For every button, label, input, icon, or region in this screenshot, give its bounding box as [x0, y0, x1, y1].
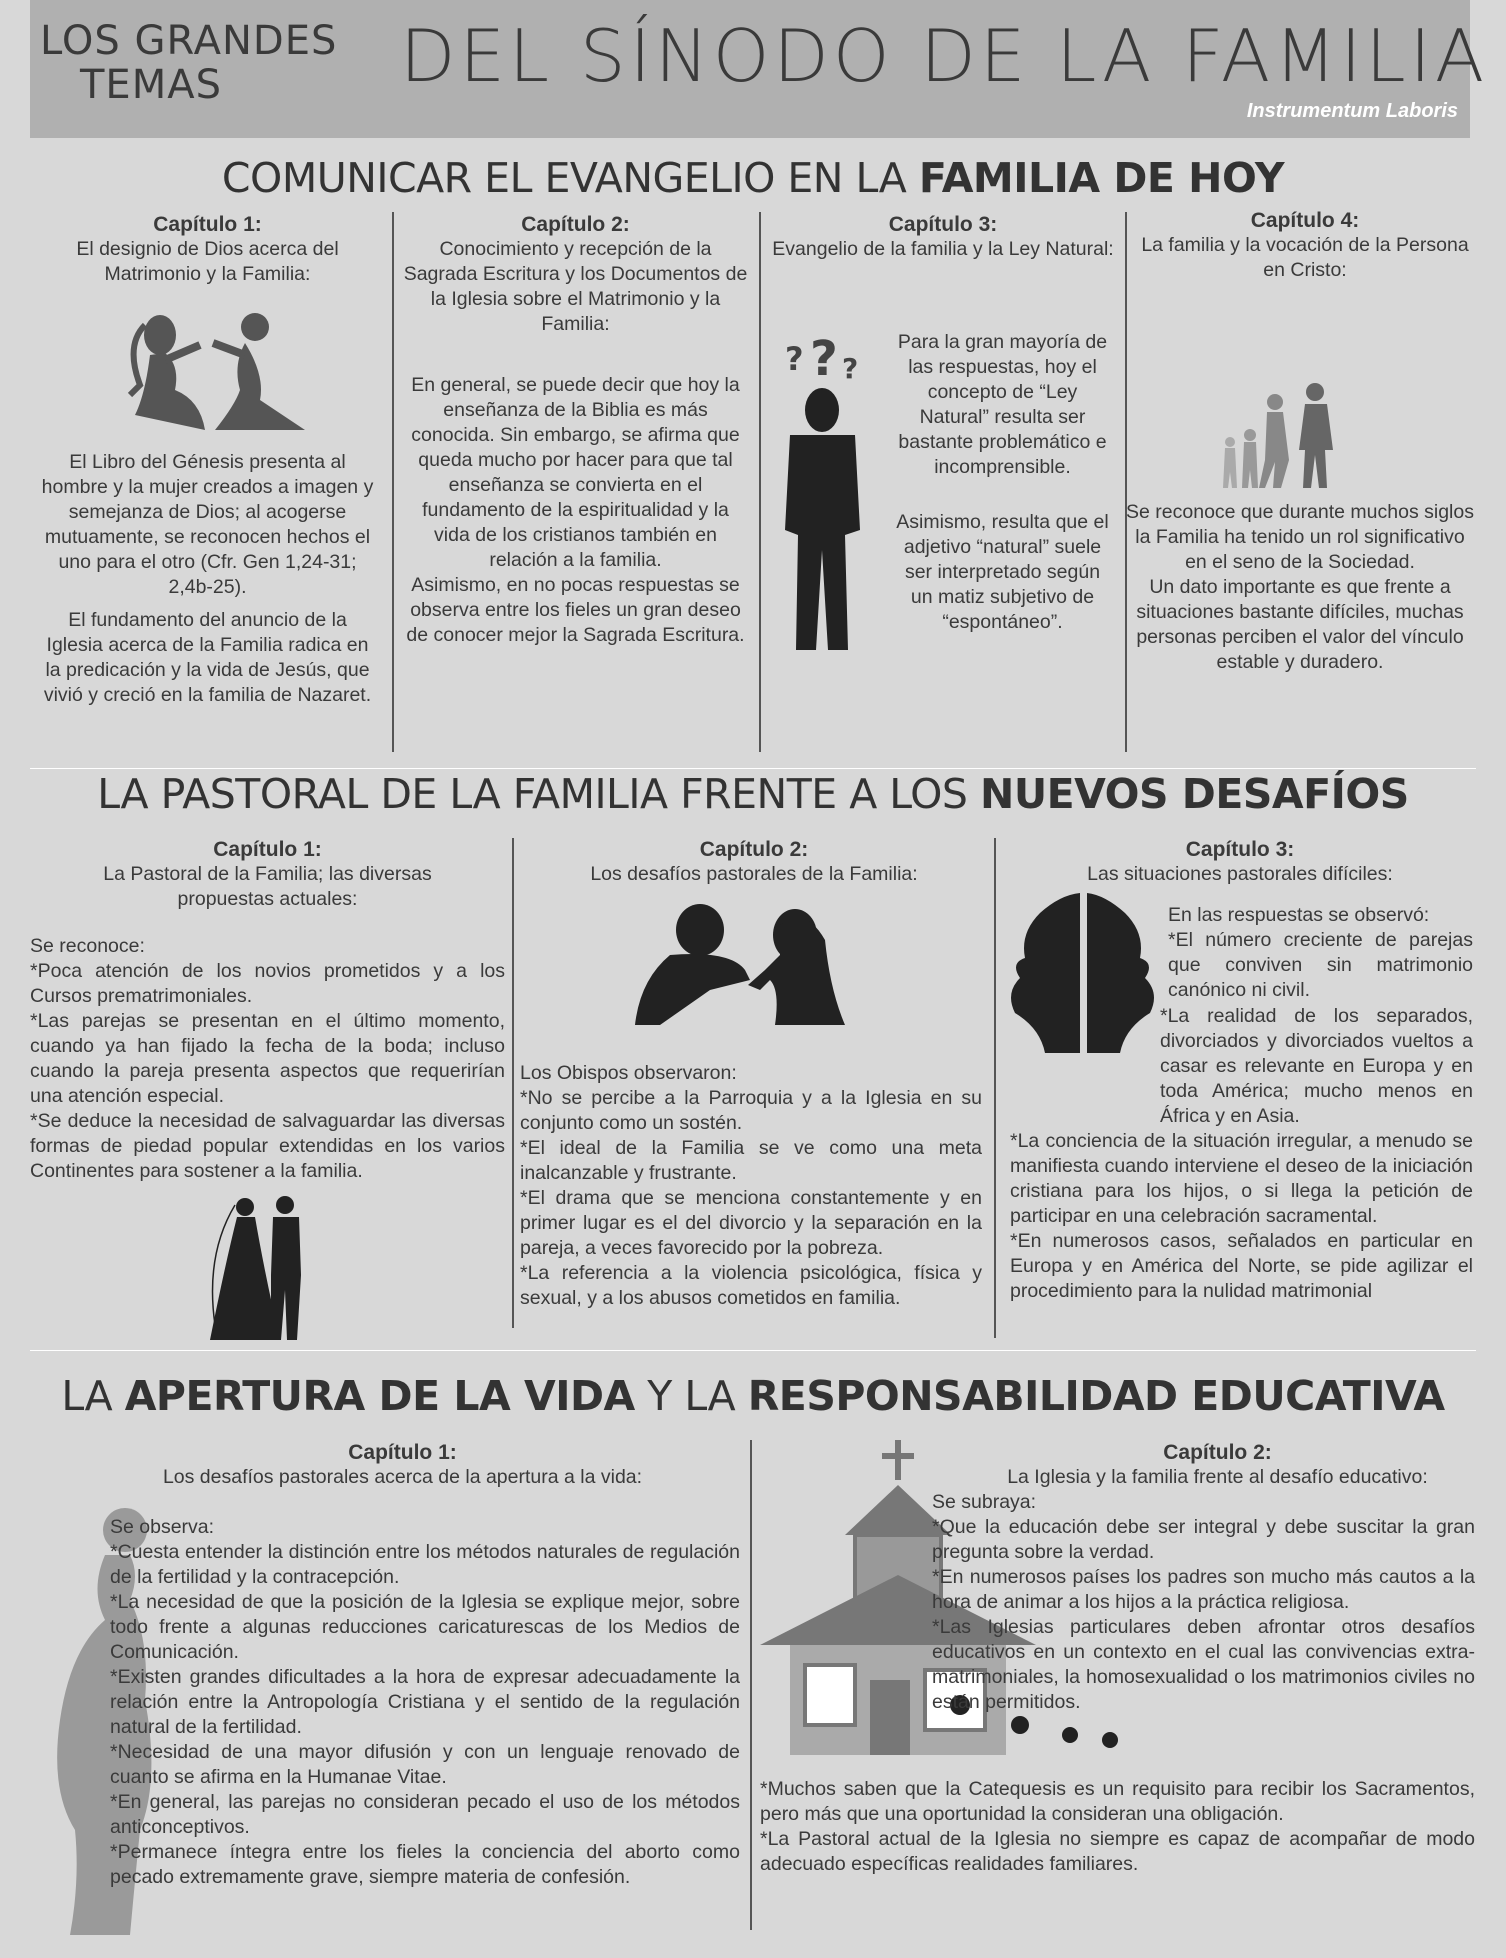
- section2-title: [0, 770, 1506, 818]
- chapter-heading: El designio de Dios acerca del Matrimonio y la Familia:: [76, 238, 339, 285]
- paragraph: *Existen grandes dificultades a la hora de expresar adecuadamente la relación entre la Antropología Cristiana y el sentido de la regulación natural de la fertilidad.: [110, 1666, 740, 1738]
- s1-col2-body: [403, 373, 748, 648]
- s2-col3-body: [1010, 1004, 1473, 1304]
- paragraph: Se observa:: [110, 1516, 215, 1538]
- paragraph: Los Obispos observaron:: [520, 1062, 737, 1084]
- chapter-label: Capítulo 1:: [213, 838, 322, 861]
- chapter-heading: Conocimiento y recepción de la Sagrada Escritura y los Documentos de la Iglesia sobre el Matrimonio y la Familia:: [403, 238, 748, 335]
- s1-col4: [1135, 208, 1475, 283]
- header-title: DEL SÍNODO DE LA FAMILIA: [400, 14, 1489, 98]
- header-temas: TEMAS: [80, 62, 222, 108]
- s3-col1: [60, 1440, 745, 1490]
- s2-col3: [1005, 837, 1475, 887]
- header-banner: [30, 0, 1489, 138]
- chapter-heading: Los desafíos pastorales de la Familia:: [590, 863, 918, 885]
- header-subtitle: Instrumentum Laboris: [1246, 100, 1458, 122]
- family-walking-illustration: [1215, 380, 1355, 490]
- chapter-label: Capítulo 2:: [699, 838, 809, 861]
- paragraph: *Muchos saben que la Catequesis es un requisito para recibir los Sacramentos, pero más que una oportunidad la consideran una obligación.: [760, 1778, 1475, 1825]
- confused-man-illustration: [760, 330, 890, 660]
- paragraph: Asimismo, resulta que el adjetivo “natural” suele ser interpretado según un matiz subjetivo de “espontáneo”.: [896, 511, 1109, 633]
- paragraph: *En general, las parejas no consideran pecado el uso de los métodos anticonceptivos.: [110, 1791, 740, 1838]
- s1-col1: [40, 212, 375, 287]
- chapter-heading: Evangelio de la familia y la Ley Natural:: [772, 238, 1114, 260]
- s1-col2: [403, 212, 748, 337]
- paragraph: *El ideal de la Familia se ve como una meta inalcanzable y frustrante.: [520, 1137, 982, 1184]
- paragraph: *No se percibe a la Parroquia y a la Iglesia en su conjunto como un sostén.: [520, 1087, 982, 1134]
- paragraph: *Se deduce la necesidad de salvaguardar las diversas formas de piedad popular extendidas en los varios Continentes para sostener a la familia.: [30, 1110, 505, 1182]
- paragraph: *Permanece íntegra entre los fieles la conciencia del aborto como pecado extremamente grave, siempre materia de confesión.: [110, 1841, 740, 1888]
- section1-title-normal: COMUNICAR EL EVANGELIO EN LA: [221, 154, 919, 202]
- bride-groom-illustration: [205, 1195, 335, 1345]
- paragraph: Se subraya:: [932, 1491, 1037, 1513]
- divider: [392, 212, 394, 752]
- paragraph: *Las Iglesias particulares deben afrontar otros desafíos educativos en un contexto en el cual las convivencias extra-matrimoniales, la homosexualidad o los matrimonios civiles no están permitidos.: [932, 1616, 1475, 1713]
- chapter-heading: La Iglesia y la familia frente al desafío educativo:: [1007, 1466, 1428, 1488]
- section1-title: [0, 154, 1506, 202]
- paragraph: El fundamento del anuncio de la Iglesia acerca de la Familia radica en la predicación y la vida de Jesús, que vivió y creció en la familia de Nazaret.: [43, 609, 372, 706]
- paragraph: *La realidad de los separados, divorciados y divorciados vueltos a casar es relevante en Europa y en toda América; mucho menos en África y en Asia.: [1160, 1005, 1473, 1127]
- question-mark-icon: ?: [785, 340, 804, 378]
- paragraph: *La necesidad de que la posición de la Iglesia se explique mejor, sobre todo frente a algunas reducciones caricaturescas de los Medios de Comunicación.: [110, 1591, 740, 1663]
- chapter-heading: Las situaciones pastorales difíciles:: [1087, 863, 1393, 885]
- question-marks-icon: ?: [810, 331, 838, 387]
- paragraph: *Las parejas se presentan en el último momento, cuando ya han fijado la fecha de la boda; incluso cuando la pareja presenta aspectos que requerirían una atención especial.: [30, 1010, 505, 1107]
- paragraph: *Necesidad de una mayor difusión y con un lenguaje renovado de cuanto se afirma en la Humanae Vitae.: [110, 1741, 740, 1788]
- paragraph: En general, se puede decir que hoy la enseñanza de la Biblia es más conocida. Sin embargo, se afirma que queda mucho por hacer para que tal enseñanza se convierta en el fundamento de la espiritualidad y la vida de los cristianos también en relación a la familia.: [411, 374, 740, 571]
- s2-col1-body: [30, 934, 505, 1184]
- paragraph: *La Pastoral actual de la Iglesia no siempre es capaz de acompañar de modo adecuado específicas realidades familiares.: [760, 1828, 1475, 1875]
- section3-title-bold: APERTURA DE LA VIDA: [124, 1372, 635, 1420]
- s1-col3-body: [895, 330, 1110, 480]
- s1-col1-body: [40, 450, 375, 708]
- paragraph: *La referencia a la violencia psicológica, física y sexual, y a los abusos cometidos en familia.: [520, 1262, 982, 1309]
- chapter-label: Capítulo 3:: [1185, 838, 1295, 861]
- chapter-heading: La familia y la vocación de la Persona en Cristo:: [1141, 234, 1469, 281]
- paragraph: *La conciencia de la situación irregular, a menudo se manifiesta cuando interviene el deseo de la iniciación cristiana para los hijos, o si llega la petición de participar en una celebración sacramental.: [1010, 1130, 1473, 1227]
- chapter-label: Capítulo 1:: [153, 213, 262, 236]
- chapter-label: Capítulo 2:: [1163, 1441, 1272, 1464]
- section3-title-part: Y LA: [634, 1372, 748, 1420]
- paragraph: Se reconoce:: [30, 935, 145, 957]
- paragraph: *En numerosos países los padres son mucho más cautos a la hora de animar a los hijos a la práctica religiosa.: [932, 1566, 1475, 1613]
- s2-col3-body-top: [1168, 903, 1473, 1003]
- s2-col2-body: [520, 1061, 982, 1311]
- question-mark-icon: ?: [842, 352, 859, 385]
- s1-col3-body2: [895, 510, 1110, 635]
- s1-col3: [768, 212, 1118, 262]
- chapter-heading: La Pastoral de la Familia; las diversas propuestas actuales:: [103, 863, 432, 910]
- s2-col1: [30, 837, 505, 912]
- section3-title: [0, 1372, 1506, 1420]
- s3-col1-body: [110, 1515, 740, 1890]
- couple-kneeling-illustration: [105, 305, 315, 445]
- chapter-heading: Los desafíos pastorales acerca de la apertura a la vida:: [162, 1466, 643, 1488]
- section-separator: [30, 1350, 1476, 1351]
- paragraph: Asimismo, en no pocas respuestas se observa entre los fieles un gran deseo de conocer mejor la Sagrada Escritura.: [406, 574, 745, 646]
- paragraph: Para la gran mayoría de las respuestas, hoy el concepto de “Ley Natural” resulta ser bastante problemático e incomprensible.: [897, 331, 1108, 478]
- s2-col2: [520, 837, 988, 887]
- paragraph: Un dato importante es que frente a situaciones bastante difíciles, muchas personas perciben el valor del vínculo estable y duradero.: [1136, 576, 1464, 673]
- arguing-couple-illustration: [630, 900, 860, 1030]
- s1-col4-body: [1125, 500, 1475, 675]
- section-separator: [30, 768, 1476, 769]
- chapter-label: Capítulo 1:: [348, 1441, 457, 1464]
- paragraph: *El drama que se menciona constantemente y en primer lugar es el del divorcio y la separación en la pareja, a veces favorecido por la pobreza.: [520, 1187, 982, 1259]
- paragraph: *En numerosos casos, señalados en particular en Europa y en América del Norte, se pide agilizar el procedimiento para la nulidad matrimonial: [1010, 1230, 1473, 1302]
- paragraph: *Poca atención de los novios prometidos y a los Cursos prematrimoniales.: [30, 960, 505, 1007]
- divider: [750, 1440, 752, 1930]
- chapter-label: Capítulo 2:: [521, 213, 630, 236]
- section2-title-bold: NUEVOS DESAFÍOS: [980, 770, 1409, 818]
- s3-col2-body-top: [932, 1490, 1475, 1715]
- paragraph: Se reconoce que durante muchos siglos la Familia ha tenido un rol significativo en el seno de la Sociedad.: [1126, 501, 1474, 573]
- header-los-grandes: LOS GRANDES: [40, 18, 338, 64]
- paragraph: *Que la educación debe ser integral y debe suscitar la gran pregunta sobre la verdad.: [932, 1516, 1475, 1563]
- s3-col2: [960, 1440, 1475, 1490]
- section2-title-normal: LA PASTORAL DE LA FAMILIA FRENTE A LOS: [97, 770, 980, 818]
- paragraph: El Libro del Génesis presenta al hombre y la mujer creados a imagen y semejanza de Dios; al acogerse mutuamente, se reconocen hechos el uno para el otro (Cfr. Gen 1,24-31; 2,4b-25).: [41, 451, 374, 598]
- paragraph: *El número creciente de parejas que conviven sin matrimonio canónico ni civil.: [1168, 929, 1473, 1001]
- paragraph: *Cuesta entender la distinción entre los métodos naturales de regulación de la fertilidad y la contracepción.: [110, 1541, 740, 1588]
- chapter-label: Capítulo 3:: [888, 213, 998, 236]
- divider: [994, 838, 996, 1338]
- section3-title-part: LA: [61, 1372, 125, 1420]
- section1-title-bold: FAMILIA DE HOY: [918, 154, 1285, 202]
- chapter-label: Capítulo 4:: [1250, 209, 1360, 232]
- section3-title-bold: RESPONSABILIDAD EDUCATIVA: [747, 1372, 1445, 1420]
- s3-col2-body: [760, 1777, 1475, 1877]
- divider: [512, 838, 514, 1328]
- paragraph: En las respuestas se observó:: [1168, 904, 1430, 926]
